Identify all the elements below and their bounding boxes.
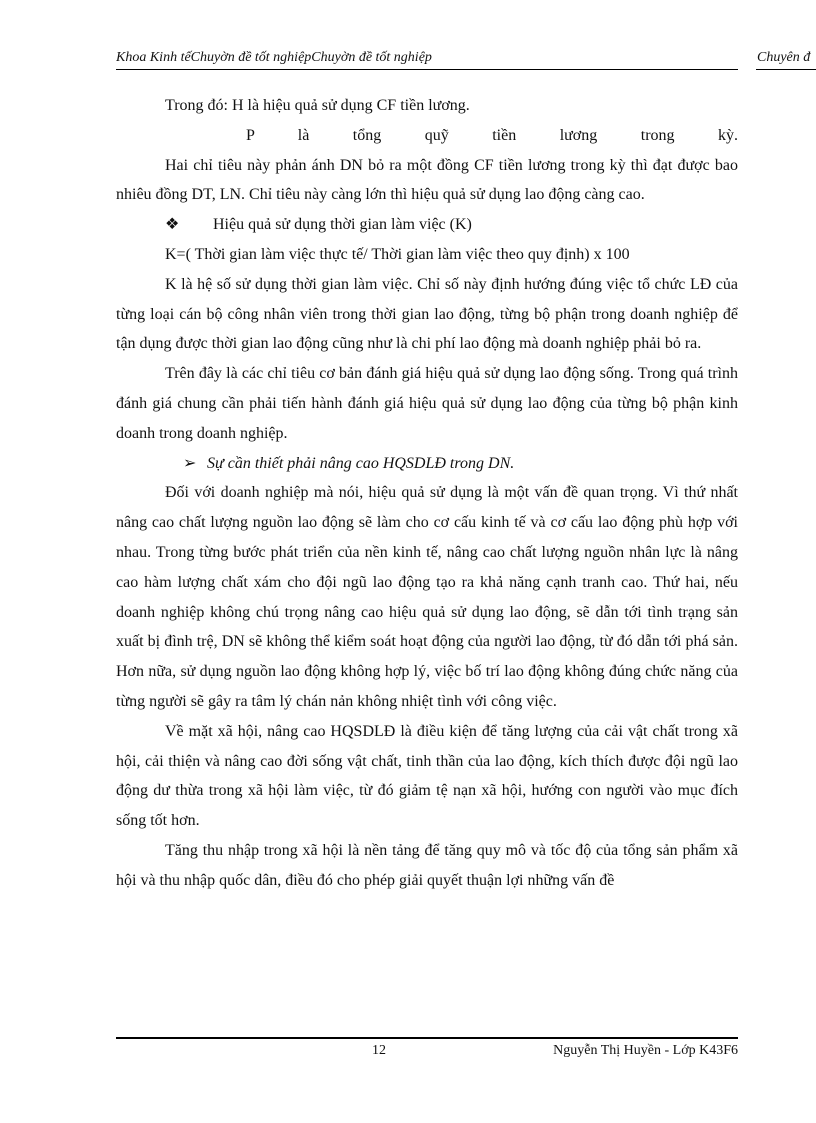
paragraph: K là hệ số sử dụng thời gian làm việc. Chỉ số này định hướng đúng việc tổ chức LĐ của từng loại cán bộ công nhân viên trong thời gian lao động, từng bộ phận trong doanh nghiệp để tận dụng được thời gian lao động cũng như là chi phí lao động mà doanh nghiệp phải bỏ ra. — [116, 275, 738, 353]
arrow-bullet-icon: ➢ — [183, 454, 197, 472]
paragraph: Hai chỉ tiêu này phản ánh DN bỏ ra một đồng CF tiền lương trong kỳ thì đạt được bao nhiêu đồng DT, LN. Chỉ tiêu này càng lớn thì hiệu quả sử dụng lao động càng cao. — [116, 156, 738, 204]
paragraph: Đối với doanh nghiệp mà nói, hiệu quả sử dụng là một vấn đề quan trọng. Vì thứ nhất nâng cao chất lượng nguồn lao động sẽ làm cho cơ cấu kinh tế và cơ cấu lao động phù hợp với nhau. Trong từng bước phát triển của nền kinh tế, nâng cao chất lượng nguồn nhân lực là nâng cao hàm lượng chất xám cho đội ngũ lao động tạo ra khả năng cạnh tranh cao. Thứ hai, nếu doanh nghiệp không chú trọng nâng cao hiệu quả sử dụng lao động, sẽ dẫn tới tình trạng sản xuất bị đình trệ, DN sẽ không thể kiểm soát hoạt động của người lao động, từ đó dẫn tới phá sản. Hơn nữa, sử dụng nguồn lao động không hợp lý, việc bố trí lao động không đúng chức năng của từng người sẽ gây ra tâm lý chán nản không nhiệt tình với công việc. — [116, 484, 738, 710]
header-divider-right — [756, 69, 816, 70]
paragraph: P là tổng quỹ tiền lương trong kỳ. — [246, 126, 738, 144]
header-title-left: Khoa Kinh tếChuyờn đề tốt nghiệpChuyờn đề tốt nghiệp — [116, 50, 432, 65]
diamond-bullet-icon: ❖ — [165, 216, 180, 234]
paragraph: Tăng thu nhập trong xã hội là nền tảng để tăng quy mô và tốc độ của tổng sản phẩm xã hội và thu nhập quốc dân, điều đó cho phép giải quyết thuận lợi những vấn đề — [116, 841, 738, 889]
formula: K=( Thời gian làm việc thực tế/ Thời gian làm việc theo quy định) x 100 — [165, 245, 630, 263]
section-heading — [116, 449, 738, 479]
section-heading-label: Sự cần thiết phải nâng cao HQSDLĐ trong DN. — [207, 454, 515, 472]
header-divider — [116, 69, 738, 70]
paragraph: Trên đây là các chỉ tiêu cơ bản đánh giá hiệu quả sử dụng lao động sống. Trong quá trình đánh giá chung cần phải tiến hành đánh giá hiệu quả sử dụng lao động của từng bộ phận kinh doanh trong doanh nghiệp. — [116, 365, 738, 442]
bullet-item-label: Hiệu quả sử dụng thời gian làm việc (K) — [213, 216, 472, 234]
page-header — [116, 50, 816, 70]
footer-divider — [116, 1037, 738, 1039]
header-title-right: Chuyên đ — [757, 50, 811, 65]
page-footer — [116, 1043, 738, 1063]
bullet-item — [116, 210, 738, 240]
footer-author: Nguyễn Thị Huyền - Lớp K43F6 — [553, 1043, 738, 1058]
paragraph: Trong đó: H là hiệu quả sử dụng CF tiền lương. — [165, 97, 470, 114]
paragraph: Về mặt xã hội, nâng cao HQSDLĐ là điều kiện để tăng lượng của cải vật chất trong xã hội, cải thiện và nâng cao đời sống vật chất, tinh thần của lao động, kích thích được đội ngũ lao động dư thừa trong xã hội làm việc, từ đó giảm tệ nạn xã hội, hướng con người vào mục đích sống tốt hơn. — [116, 722, 738, 830]
page-number: 12 — [372, 1043, 386, 1058]
document-body — [116, 91, 738, 896]
